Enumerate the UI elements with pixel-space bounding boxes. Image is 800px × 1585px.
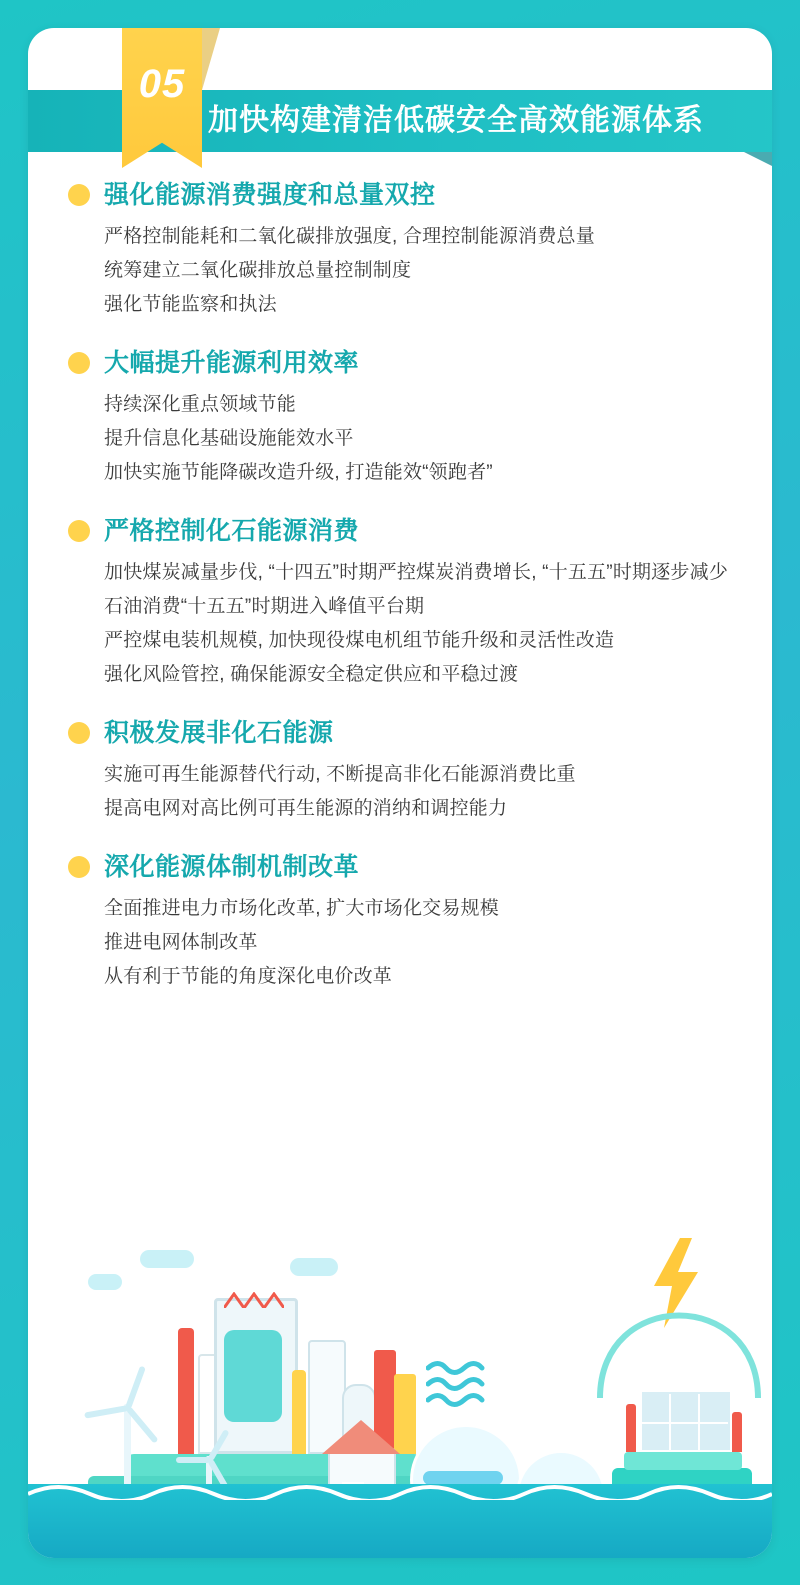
section-block (28, 514, 772, 692)
bullet-dot-icon (68, 184, 90, 206)
list-item: 严控煤电装机规模, 加快现役煤电机组节能升级和灵活性改造 (104, 630, 615, 651)
section-header (28, 346, 772, 380)
content-card (28, 28, 772, 1558)
section-number: 05 (138, 62, 186, 106)
list-item: 持续深化重点领域节能 (104, 394, 297, 415)
list-item: 强化风险管控, 确保能源安全稳定供应和平稳过渡 (104, 664, 519, 685)
list-item: 提高电网对高比例可再生能源的消纳和调控能力 (104, 798, 508, 819)
section-title: 强化能源消费强度和总量双控 (104, 181, 436, 209)
section-title: 积极发展非化石能源 (104, 719, 334, 747)
cloud-shape (290, 1258, 338, 1276)
cloud-shape (88, 1274, 122, 1290)
section-items (28, 388, 772, 490)
turbine-blade (84, 1405, 128, 1419)
solar-panel-grid (640, 1394, 728, 1452)
section-header (28, 514, 772, 548)
bullet-dot-icon (68, 856, 90, 878)
offshore-platform-deck (624, 1452, 742, 1470)
turbine-blade (125, 1366, 146, 1409)
cloud-shape (140, 1250, 194, 1268)
wave-line (28, 1480, 772, 1500)
section-block (28, 346, 772, 490)
section-header (28, 850, 772, 884)
bullet-dot-icon (68, 722, 90, 744)
section-header (28, 716, 772, 750)
illustration (28, 1228, 772, 1558)
section-list (28, 178, 772, 1018)
header-banner-fold (744, 152, 772, 166)
turbine-blade (176, 1457, 210, 1463)
factory-building (292, 1370, 306, 1454)
section-block (28, 850, 772, 994)
list-item: 严格控制能耗和二氧化碳排放强度, 合理控制能源消费总量 (104, 226, 595, 247)
list-item: 提升信息化基础设施能效水平 (104, 428, 354, 449)
section-block (28, 716, 772, 826)
list-item: 全面推进电力市场化改革, 扩大市场化交易规模 (104, 898, 499, 919)
list-item: 实施可再生能源替代行动, 不断提高非化石能源消费比重 (104, 764, 576, 785)
section-title: 严格控制化石能源消费 (104, 517, 360, 545)
list-item: 加快煤炭减量步伐, “十四五”时期严控煤炭消费增长, “十五五”时期逐步减少 (104, 562, 729, 583)
factory-window (224, 1330, 282, 1422)
list-item: 从有利于节能的角度深化电价改革 (104, 966, 393, 987)
bullet-dot-icon (68, 352, 90, 374)
wave-icon (426, 1358, 492, 1408)
factory-roof-icon (224, 1292, 284, 1308)
list-item: 推进电网体制改革 (104, 932, 258, 953)
platform-mast (732, 1412, 742, 1452)
section-items (28, 220, 772, 322)
bullet-dot-icon (68, 520, 90, 542)
list-item: 加快实施节能降碳改造升级, 打造能效“领跑者” (104, 462, 493, 483)
section-items (28, 758, 772, 826)
energy-arc-shape (594, 1248, 764, 1398)
page-title: 加快构建清洁低碳安全高效能源体系 (208, 104, 704, 137)
section-header (28, 178, 772, 212)
house-roof-icon (322, 1420, 400, 1454)
platform-mast (626, 1404, 636, 1452)
section-number-tag-fold (202, 28, 220, 90)
list-item: 统筹建立二氧化碳排放总量控制制度 (104, 260, 412, 281)
list-item: 石油消费“十五五”时期进入峰值平台期 (104, 596, 425, 617)
factory-building (178, 1328, 194, 1454)
section-items (28, 556, 772, 692)
section-title: 大幅提升能源利用效率 (104, 349, 360, 377)
section-block (28, 178, 772, 322)
section-items (28, 892, 772, 994)
section-title: 深化能源体制机制改革 (104, 853, 360, 881)
list-item: 强化节能监察和执法 (104, 294, 277, 315)
